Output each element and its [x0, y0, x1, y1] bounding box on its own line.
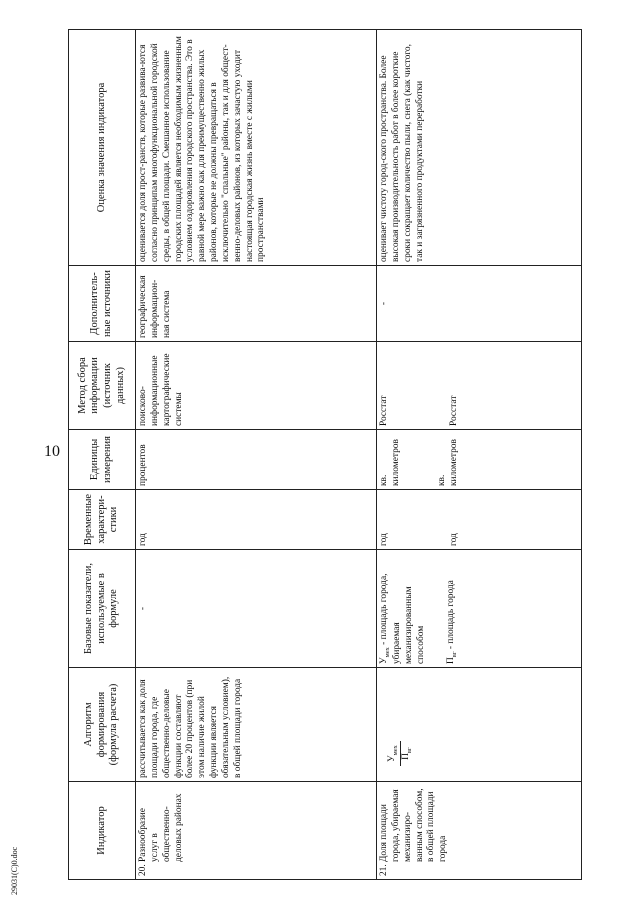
formula-denominator: $П_{вг}$	[401, 747, 413, 760]
indicator-cell	[136, 782, 377, 880]
indicator-name: Разнообразие услуг в общественно-деловых районах	[138, 793, 184, 862]
footer-file-code: 29031(С)0.doc	[10, 846, 19, 895]
formula-numerator: $У_{мех}$	[387, 741, 401, 766]
additional-sources-cell: географическая информацион-ная система	[136, 266, 377, 342]
base-indicators-cell	[377, 550, 582, 668]
row-number: 21.	[379, 864, 389, 876]
base-indicator-mech-area: $У_{мех}$ - площадь города, убираемая механизированным способом	[379, 573, 426, 664]
additional-sources-cell: -	[377, 266, 582, 342]
time-cell: год	[136, 490, 377, 550]
base-indicator-city-area: $П_{вг}$ - площадь города	[445, 580, 458, 664]
header-indicator: Индикатор	[69, 782, 136, 880]
header-units: Единицы измерения	[69, 430, 136, 490]
units-cell: кв. километров кв. километров	[377, 430, 582, 490]
base-indicators-cell: -	[136, 550, 377, 668]
collection-method-cell: поисково-информационные картографические системы	[136, 342, 377, 430]
indicator-name: Доля площади города, убираемая механизиро-ванным способом, в общей площади города	[379, 788, 449, 862]
page-number: 10	[44, 443, 60, 460]
table-row	[377, 30, 582, 880]
indicators-table	[68, 29, 582, 880]
formula-fraction	[387, 741, 414, 766]
algorithm-cell: рассчитывается как доля площади города, где общественно-деловые функции составляют более 20 процентов (при этом наличие жилой функции является обязательным условием), в общей площади города	[136, 668, 377, 782]
assessment-cell: оценивается доля прост-ранств, которые развива-ются согласно принципам многофункциональной городской среды, в общей площади. Смешанное использование городских площадей является необходимым жизненным условием оздоровления городского пространства. Это в равной мере важно как для преимущественно жилых районов, которые не должны превращаться в исключительно "спальные" районы, так и для общест-венно-деловых районов, из которых зачастую уходит настоящая городская жизнь вместе с жилыми пространствами	[136, 30, 377, 266]
header-assessment: Оценка значения индикатора	[69, 30, 136, 266]
header-additional-sources: Дополнитель-ные источники	[69, 266, 136, 342]
header-collection-method: Метод сбора информации (источник данных)	[69, 342, 136, 430]
rotated-table-sheet	[68, 30, 613, 880]
header-algorithm: Алгоритм формирования (формула расчета)	[69, 668, 136, 782]
assessment-cell: оценивает чистоту город-ского пространства. Более высокая производительность работ в более короткие сроки сокращает количество пыли, снега (как чистого, так и загрязненного продуктами переработки	[377, 30, 582, 266]
row-number: 20.	[138, 864, 148, 876]
collection-method-cell: Росстат Росстат	[377, 342, 582, 430]
units-cell: процентов	[136, 430, 377, 490]
indicator-cell	[377, 782, 582, 880]
time-cell: год год	[377, 490, 582, 550]
table-header-row	[69, 30, 136, 880]
table-row	[136, 30, 377, 880]
header-time: Временные характери-стики	[69, 490, 136, 550]
algorithm-cell	[377, 668, 582, 782]
header-base-indicators: Базовые показатели, используемые в формуле	[69, 550, 136, 668]
